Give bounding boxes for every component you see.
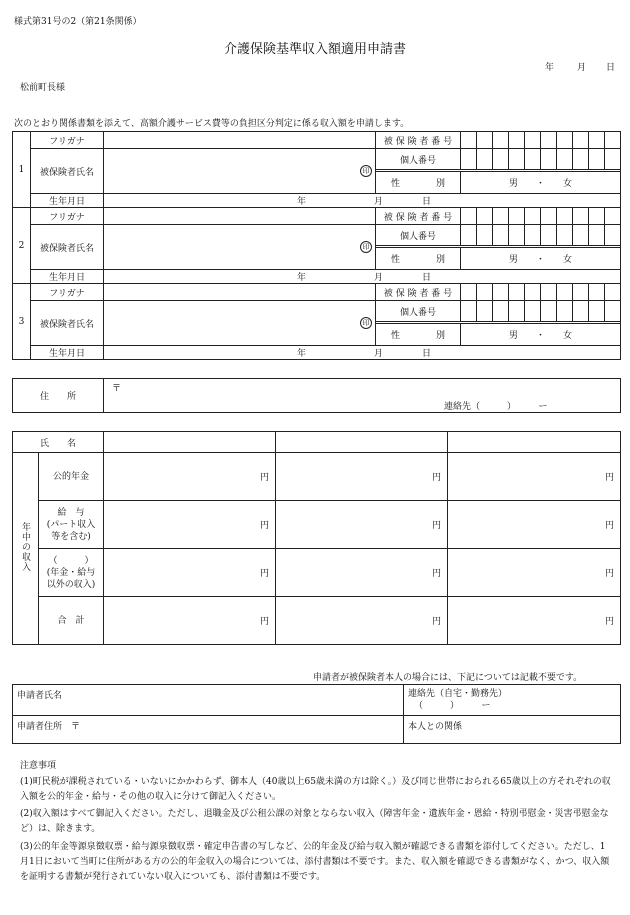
personal-number-digit[interactable] <box>589 149 605 170</box>
income-row-label: 合 計 <box>39 597 104 645</box>
personal-number-digit[interactable] <box>573 149 589 170</box>
date-day: 日 <box>606 63 616 73</box>
insured-number-digit[interactable] <box>493 208 509 225</box>
personal-number-digit[interactable] <box>589 301 605 322</box>
insured-number-label: 被 保 険 者 番 号 <box>376 132 461 149</box>
personal-number-digit[interactable] <box>605 225 621 246</box>
insured-number-label: 被 保 険 者 番 号 <box>376 284 461 301</box>
personal-number-digit[interactable] <box>461 301 477 322</box>
personal-number-digit[interactable] <box>557 225 573 246</box>
applicant-relation-field[interactable] <box>404 716 621 744</box>
person-number: 1 <box>13 132 31 208</box>
insured-number-digit[interactable] <box>589 132 605 149</box>
insured-name-field[interactable] <box>104 225 376 270</box>
birth-year: 年 <box>297 349 307 359</box>
person-number: 2 <box>13 208 31 284</box>
insured-number-digit[interactable] <box>461 284 477 301</box>
seal-mark: 印 <box>360 165 372 177</box>
insured-number-digit[interactable] <box>493 132 509 149</box>
insured-number-digit[interactable] <box>525 132 541 149</box>
insured-number-digit[interactable] <box>573 132 589 149</box>
personal-number-digit[interactable] <box>493 225 509 246</box>
insured-number-digit[interactable] <box>493 284 509 301</box>
seal-mark: 印 <box>360 241 372 253</box>
birth-day: 日 <box>422 197 432 207</box>
insured-number-digit[interactable] <box>605 208 621 225</box>
insured-number-digit[interactable] <box>461 132 477 149</box>
birth-field[interactable] <box>104 194 621 208</box>
income-row-label: 公的年金 <box>39 453 104 501</box>
personal-number-digit[interactable] <box>477 225 493 246</box>
personal-number-digit[interactable] <box>509 225 525 246</box>
income-row-label: 給 与 (パート収入 等を含む) <box>39 501 104 549</box>
insured-name-field[interactable] <box>104 149 376 194</box>
insured-number-digit[interactable] <box>605 284 621 301</box>
insured-number-label: 被 保 険 者 番 号 <box>376 208 461 225</box>
notes-item-1: (1)町民税が課税されている・いないにかかわらず、御本人（40歳以上65歳未満の方は除く。）及び同じ世帯におられる65歳以上の方それぞれの収入額を公的年金・給与・その他の収入に分けて御記入ください。 <box>20 777 611 802</box>
income-table <box>12 431 621 645</box>
birth-day: 日 <box>422 349 432 359</box>
insured-number-digit[interactable] <box>509 284 525 301</box>
address-table <box>12 378 621 413</box>
insured-name-label: 被保険者氏名 <box>31 149 104 194</box>
insured-number-digit[interactable] <box>477 284 493 301</box>
personal-number-digit[interactable] <box>557 301 573 322</box>
personal-number-digit[interactable] <box>541 149 557 170</box>
personal-number-digit[interactable] <box>493 301 509 322</box>
birth-month: 月 <box>374 273 384 283</box>
personal-number-digit[interactable] <box>605 149 621 170</box>
personal-number-label: 個人番号 <box>376 225 461 246</box>
personal-number-digit[interactable] <box>557 149 573 170</box>
personal-number-digit[interactable] <box>509 301 525 322</box>
postal-mark: 〒 <box>112 384 122 394</box>
applicant-name-label: 申請者氏名 <box>17 691 63 701</box>
insured-name-label: 被保険者氏名 <box>31 225 104 270</box>
insured-number-digit[interactable] <box>461 208 477 225</box>
insured-number-digit[interactable] <box>573 284 589 301</box>
personal-number-label: 個人番号 <box>376 149 461 170</box>
applicant-table <box>12 684 621 744</box>
seal-mark: 印 <box>360 317 372 329</box>
income-amount-field[interactable]: 円 <box>448 453 621 501</box>
applicant-contact-label: 連絡先（自宅・勤務先） <box>408 689 508 699</box>
furigana-field[interactable] <box>104 208 376 225</box>
insured-name-field[interactable] <box>104 301 376 346</box>
income-name-field-1[interactable] <box>104 432 276 453</box>
income-amount-field[interactable]: 円 <box>276 597 448 645</box>
income-amount-field[interactable]: 円 <box>448 597 621 645</box>
insured-number-digit[interactable] <box>541 284 557 301</box>
insured-number-digit[interactable] <box>589 208 605 225</box>
income-amount-field[interactable]: 円 <box>104 453 276 501</box>
insured-number-digit[interactable] <box>573 208 589 225</box>
furigana-label: フリガナ <box>31 284 104 301</box>
personal-number-digit[interactable] <box>493 149 509 170</box>
person-number: 3 <box>13 284 31 360</box>
personal-number-digit[interactable] <box>605 301 621 322</box>
insured-number-digit[interactable] <box>509 208 525 225</box>
notes-heading: 注意事項 <box>20 761 57 771</box>
personal-number-digit[interactable] <box>461 149 477 170</box>
personal-number-label: 個人番号 <box>376 301 461 322</box>
birth-month: 月 <box>374 197 384 207</box>
insured-table <box>12 131 621 360</box>
insured-number-digit[interactable] <box>509 132 525 149</box>
gender-label: 性 別 <box>376 248 461 270</box>
applicant-address-label: 申請者住所 〒 <box>17 722 81 732</box>
insured-number-digit[interactable] <box>557 284 573 301</box>
personal-number-digit[interactable] <box>573 301 589 322</box>
insured-number-digit[interactable] <box>541 208 557 225</box>
applicant-contact-field[interactable] <box>404 685 621 716</box>
personal-number-digit[interactable] <box>525 149 541 170</box>
birth-day: 日 <box>422 273 432 283</box>
address-contact: 連絡先（ ） ー <box>444 402 548 412</box>
gender-options[interactable]: 男 ・ 女 <box>461 248 621 270</box>
insured-number-digit[interactable] <box>605 132 621 149</box>
personal-number-digit[interactable] <box>541 225 557 246</box>
address-label: 住 所 <box>13 379 104 413</box>
income-name-field-2[interactable] <box>276 432 448 453</box>
birth-year: 年 <box>297 273 307 283</box>
insured-number-digit[interactable] <box>541 132 557 149</box>
applicant-address-field[interactable] <box>13 716 404 744</box>
applicant-relation-label: 本人との関係 <box>408 722 463 732</box>
income-name-field-3[interactable] <box>448 432 621 453</box>
gender-options[interactable]: 男 ・ 女 <box>461 172 621 194</box>
income-amount-field[interactable]: 円 <box>448 501 621 549</box>
insured-number-digit[interactable] <box>525 284 541 301</box>
insured-number-digit[interactable] <box>557 132 573 149</box>
furigana-label: フリガナ <box>31 132 104 149</box>
applicant-note: 申請者が被保険者本人の場合には、下記については記載不要です。 <box>313 673 583 683</box>
personal-number-digit[interactable] <box>477 301 493 322</box>
furigana-label: フリガナ <box>31 208 104 225</box>
insured-number-digit[interactable] <box>525 208 541 225</box>
income-amount-field[interactable]: 円 <box>276 549 448 597</box>
personal-number-digit[interactable] <box>573 225 589 246</box>
birth-month: 月 <box>374 349 384 359</box>
applicant-contact-format: （ ） ー <box>414 701 491 711</box>
intro-text: 次のとおり関係書類を添えて、高額介護サービス費等の負担区分判定に係る収入額を申請します。 <box>14 119 410 129</box>
personal-number-digit[interactable] <box>525 225 541 246</box>
birth-label: 生年月日 <box>31 270 104 284</box>
address-field[interactable] <box>104 379 621 413</box>
form-number: 様式第31号の2（第21条関係） <box>14 17 142 27</box>
personal-number-digit[interactable] <box>509 149 525 170</box>
birth-year: 年 <box>297 197 307 207</box>
personal-number-digit[interactable] <box>589 225 605 246</box>
date-year: 年 <box>545 63 555 73</box>
birth-field[interactable] <box>104 346 621 360</box>
furigana-field[interactable] <box>104 132 376 149</box>
income-amount-field[interactable]: 円 <box>276 453 448 501</box>
insured-name-label: 被保険者氏名 <box>31 301 104 346</box>
applicant-name-field[interactable] <box>13 685 404 716</box>
birth-label: 生年月日 <box>31 346 104 360</box>
income-amount-field[interactable]: 円 <box>276 501 448 549</box>
insured-number-digit[interactable] <box>477 208 493 225</box>
notes-item-2: (2)収入額はすべて御記入ください。ただし、退職金及び公租公課の対象とならない収入（障害年金・遺族年金・恩給・特別弔慰金・災害弔慰金など）は、除きます。 <box>20 809 609 834</box>
insured-number-digit[interactable] <box>557 208 573 225</box>
addressee: 松前町長様 <box>20 83 66 93</box>
insured-number-digit[interactable] <box>477 132 493 149</box>
personal-number-digit[interactable] <box>477 149 493 170</box>
birth-label: 生年月日 <box>31 194 104 208</box>
income-row-label: （ ） (年金・給与 以外の収入) <box>39 549 104 597</box>
gender-options[interactable]: 男 ・ 女 <box>461 324 621 346</box>
birth-field[interactable] <box>104 270 621 284</box>
income-amount-field[interactable]: 円 <box>104 549 276 597</box>
gender-label: 性 別 <box>376 172 461 194</box>
page-title: 介護保険基準収入額適用申請書 <box>223 42 406 57</box>
gender-label: 性 別 <box>376 324 461 346</box>
insured-number-digit[interactable] <box>589 284 605 301</box>
income-name-label: 氏 名 <box>13 432 104 453</box>
income-side-label: 年中の収入 <box>13 453 39 645</box>
income-amount-field[interactable]: 円 <box>104 597 276 645</box>
income-amount-field[interactable]: 円 <box>448 549 621 597</box>
date-month: 月 <box>577 63 587 73</box>
notes-item-3: (3)公的年金等源泉徴収票・給与源泉徴収票・確定申告書の写しなど、公的年金及び給与収入額が確認できる書類を添付してください。ただし、1月1日において当町に住所がある方の公的年金収入の場合については、添付書類は不要です。また、収入額を確認できる書類がなく、かつ、収入額を証明する書類が発行されていない収入についても、添付書類は不要です。 <box>20 842 610 882</box>
personal-number-digit[interactable] <box>525 301 541 322</box>
personal-number-digit[interactable] <box>541 301 557 322</box>
income-amount-field[interactable]: 円 <box>104 501 276 549</box>
furigana-field[interactable] <box>104 284 376 301</box>
personal-number-digit[interactable] <box>461 225 477 246</box>
